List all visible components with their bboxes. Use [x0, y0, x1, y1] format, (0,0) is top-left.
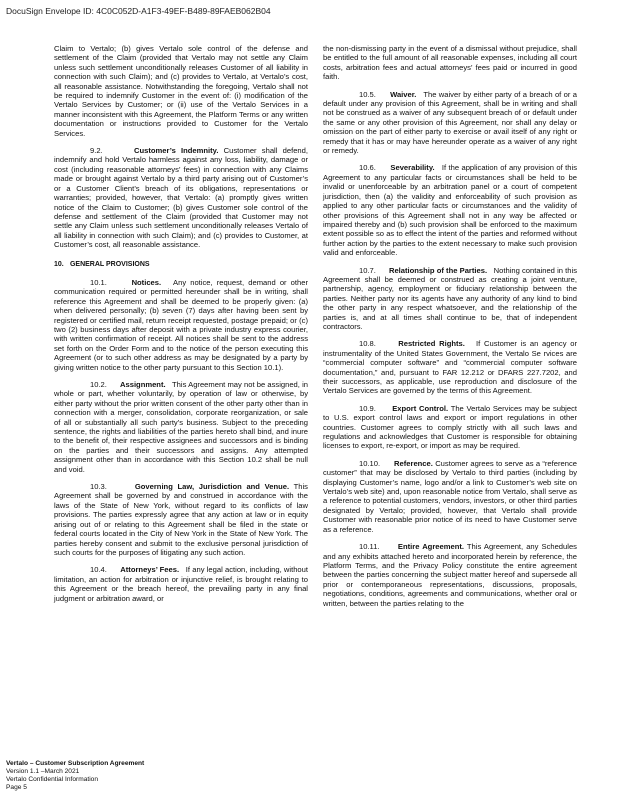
section-number: 10.7. — [359, 265, 376, 275]
section-number: 10.3. — [90, 482, 107, 492]
section-title: Restricted Rights. — [398, 339, 465, 349]
section-text: Nothing contained in this Agreement shall be deemed or construed as creating a joint venture, partnership, agency, employment or fiduciary relationship between the parties. Neither party nor its agents have any authority of any kind to bind the other party in any respect whatsoever, and the relationship of the parties is, and at all times shall continue to be, that of independent contractors. — [323, 265, 577, 331]
section-text: This Agreement, any Schedules and any exhibits attached hereto and incorporated herein by reference, the Platform Terms, and the Privacy Policy constitute the entire agreement between the parties concerning the subject matter hereof and supersede all prior or contemporaneous representations, discussions, proposals, negotiations, conditions, agreements and communications, whether oral or written, between the parties relating to the — [323, 542, 577, 608]
section-text: Customer shall defend, indemnify and hold Vertalo harmless against any loss, liability, damage or cost (including reasonable attorneys’ fees) in connection with any Claims made or brought against Vertalo by a third party arising out of Customer’s or a Customer Client’s breach of its obligations, representations or warranties; provided, however, that Vertalo: (a) promptly gives written notice of the Claim to Customer; (b) gives Customer sole control of the defense and settlement of the Claim (provided that Customer may not settle any Claim unless such settlement unconditionally releases Vertalo of all liability in connection with such Claim); and (c) provides to Customer, at Customer’s cost, all reasonable assistance. — [54, 146, 308, 250]
section-10-4 — [54, 565, 308, 603]
page-footer — [6, 760, 144, 792]
section-number: 10.8. — [359, 339, 376, 349]
section-10-9 — [323, 404, 577, 451]
section-number: 10.2. — [90, 380, 107, 389]
section-title: Relationship of the Parties. — [388, 265, 488, 275]
section-number: 10.9. — [359, 403, 376, 413]
section-title: Entire Agreement. — [397, 542, 464, 552]
section-title: Assignment. — [120, 380, 166, 389]
paragraph-attorneys-fees-continuation: the non-dismissing party in the event of a dismissal without prejudice, shall be entitled to the full amount of all reasonable expenses, including all court costs, arbitration fees and actual attorneys’ fees paid or incurred in good faith. — [323, 44, 577, 82]
section-title: Waiver. — [390, 89, 417, 99]
section-text: If the application of any provision of this Agreement to any particular facts or circumstances shall be held to be invalid or unenforceable by an arbitration panel or a court of competent jurisdiction, then (a) the validity and enforceability of such provision as applied to any other particular facts or circumstances and the validity of other provisions of this Agreement shall not in any way be affected or impaired thereby and (b) such provision shall be enforced to the maximum extent possible so as to effect the intent of the parties and reformed without further action by the parties to the extent necessary to make such provision valid and enforceable. — [323, 163, 577, 258]
section-number: 9.2. — [90, 146, 103, 156]
section-10-11 — [323, 542, 577, 608]
paragraph-claim-continuation: Claim to Vertalo; (b) gives Vertalo sole control of the defense and settlement of the Claim (provided that Vertalo may not settle any Claim unless such settlement unconditionally releases Customer of all liability in connection with such Claim); and (c) provides to Vertalo, at Vertalo’s cost, all reasonable assistance. Notwithstanding the foregoing, Vertalo shall not be required to indemnify Customer in the event of: (i) modification of the Vertalo Services by Customer; or (ii) use of the Vertalo Services in a manner inconsistent with this Agreement, the Platform Terms or any written documentation or instructions provided to Customer for the Vertalo Services. — [54, 44, 308, 138]
section-text: This Agreement shall be governed by and construed in accordance with the laws of the State of New York, without regard to its conflicts of law provisions. The parties expressly agree that any action at law or in equity arising out of or relating to this Agreement shall be filed in the state or federal courts located in the City of New York in the State of New York. The parties hereby consent and submit to the exclusive personal jurisdiction of such courts for the purposes of litigating any such action. — [54, 482, 308, 557]
section-number: 10.1. — [90, 277, 107, 287]
footer-title: Vertalo – Customer Subscription Agreement — [6, 760, 145, 767]
section-10-1 — [54, 278, 308, 372]
section-title: Attorneys’ Fees. — [120, 565, 180, 575]
footer-confidential: Vertalo Confidential Information — [6, 776, 98, 783]
section-text: Customer agrees to serve as a “reference customer” that may be disclosed by Vertalo to third parties (including by displaying Customer’s name, logo and/or a link to Customer’s web site on Vertalo’s web site) and, upon reasonable notice from Vertalo, shall serve as a reference to potential customers, vendors, investors, or other third parties designated by Vertalo; provided, however, that Vertalo shall provide Customer with reasonable prior notice of its need to have Customer serve as a reference. — [323, 458, 577, 534]
section-title: Governing Law, Jurisdiction and Venue. — [134, 482, 290, 492]
section-10-8 — [323, 339, 577, 395]
section-10-6 — [323, 163, 577, 257]
section-number: 10.5. — [359, 89, 376, 99]
section-10-3 — [54, 482, 308, 557]
section-10-10 — [323, 459, 577, 534]
section-number: 10.11. — [359, 542, 380, 552]
section-text: This Agreement may not be assigned, in whole or part, whether voluntarily, by operation of law or otherwise, by either party without the prior written consent of the other party other than in connection with a merger, consolidation, corporate reorganization, or sale of all or substantially all such party’s business. Subject to the preceding sentence, the rights and liabilities of the parties hereto shall bind, and inure to the benefit of, their respective assignees and successors and is binding on the parties and their successors and assigns. Any attempted assignment other than in accordance with this Section 10.2 shall be null and void. — [54, 380, 308, 474]
section-title: Reference. — [394, 458, 433, 468]
docusign-envelope-id: DocuSign Envelope ID: 4C0C052D-A1F3-49EF-B489-89FAEB062B04 — [6, 6, 271, 16]
section-text: Any notice, request, demand or other communication required or permitted hereunder shall be in writing, shall reference this Agreement and shall be deemed to be properly given: (a) when delivered personally; (b) seven (7) days after having been sent by registered or certified mail, return receipt requested, postage prepaid; or (c) two (2) business days after deposit with a private industry express courier, with written confirmation of receipt. All notices shall be sent to the address set forth on the Order Form and to the notice of the person executing this Agreement (or to such other address as may be designated by a party by giving written notice to the other party pursuant to this Section 10.1). — [54, 277, 308, 372]
section-number: 10.4. — [90, 565, 107, 575]
left-column — [54, 44, 308, 611]
section-title: Export Control. — [392, 403, 449, 413]
section-text: If any legal action, including, without limitation, an action for arbitration or injunctive relief, is brought relating to this Agreement or the breach hereof, the prevailing party in any final judgment or arbitration award, or — [54, 565, 308, 603]
footer-version: Version 1.1 –March 2021 — [6, 768, 80, 775]
section-10-7 — [323, 266, 577, 332]
section-text: The waiver by either party of a breach of or a default under any provision of this Agreement, shall be in writing and shall not be construed as a waiver of any subsequent breach of or default under the same or any other provision of this Agreement, nor shall any delay or omission on the part of either party to exercise or avail itself of any right or remedy that it has or may have hereunder operate as a waiver of any right or remedy. — [323, 89, 577, 156]
section-number: 10.6. — [359, 163, 376, 173]
right-column — [323, 44, 577, 616]
section-number: 10.10. — [359, 458, 381, 468]
section-10-heading: 10. GENERAL PROVISIONS — [54, 260, 150, 268]
section-title: Customer’s Indemnity. — [134, 146, 219, 156]
section-9-2 — [54, 146, 308, 249]
section-title: Notices. — [131, 277, 162, 287]
section-title: Severability. — [390, 163, 435, 173]
section-text: The Vertalo Services may be subject to U.S. export control laws and export or import regulations in other countries. Customer agrees to comply strictly with all such laws and regulations and acknowledges that Customer is responsible for obtaining licenses to export, re-export, or import as may be required. — [323, 403, 577, 451]
section-10-2 — [54, 380, 308, 474]
section-10-5 — [323, 90, 577, 156]
footer-page-number: Page 5 — [6, 784, 27, 791]
section-text: If Customer is an agency or instrumentality of the United States Government, the Vertalo Se rvices are “commercial computer software” and “commercial computer software documentation,” and, pursuant to FAR 12.212 or DFARS 227.7202, and their successors, as applicable, use reproduction and disclosure of the Vertalo Services are governed by the terms of this Agreement. — [323, 339, 577, 396]
